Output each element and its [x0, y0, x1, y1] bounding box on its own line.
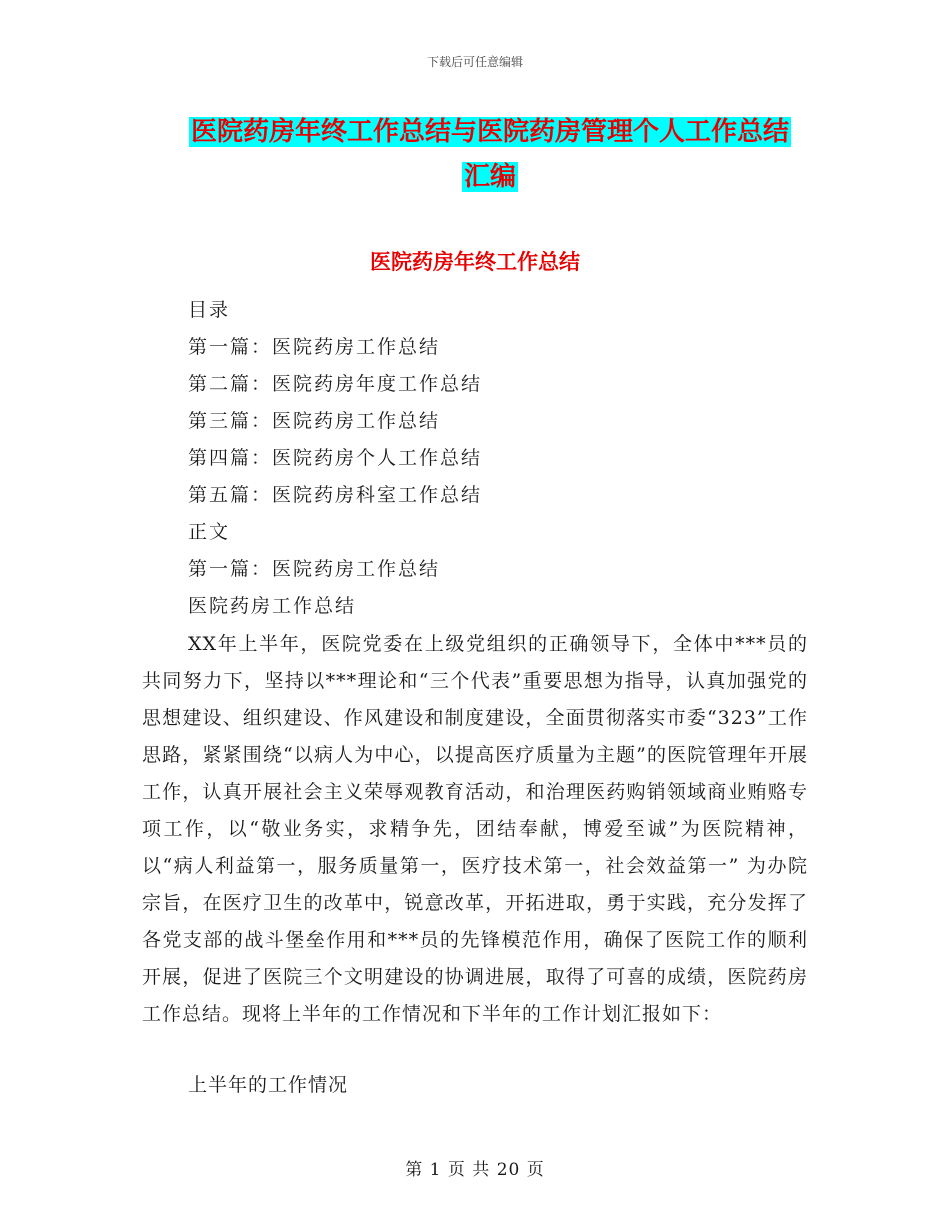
toc-item: 第二篇：医院药房年度工作总结 — [188, 373, 483, 395]
header-note: 下载后可任意编辑 — [426, 55, 523, 69]
toc-item: 医院药房工作总结 — [188, 595, 357, 617]
toc-item: 第四篇：医院药房个人工作总结 — [188, 447, 483, 469]
toc-item: 第五篇：医院药房科室工作总结 — [188, 484, 483, 506]
toc-item: 目录 — [188, 299, 231, 321]
document-title — [140, 110, 840, 200]
section-title: 医院药房年终工作总结 — [370, 250, 580, 274]
page-footer: 第 1 页 共 20 页 — [405, 1160, 545, 1180]
toc-item: 第一篇：医院药房工作总结 — [188, 558, 441, 580]
title-line-1: 医院药房年终工作总结与医院药房管理个人工作总结 — [190, 117, 789, 147]
toc-item: 正文 — [188, 521, 231, 543]
section-heading: 上半年的工作情况 — [188, 1074, 349, 1096]
toc-item: 第三篇：医院药房工作总结 — [188, 410, 441, 432]
table-of-contents — [188, 292, 788, 625]
toc-item: 第一篇：医院药房工作总结 — [188, 336, 441, 358]
title-line-2: 汇编 — [463, 162, 516, 192]
body-paragraph: XX年上半年，医院党委在上级党组织的正确领导下，全体中***员的共同努力下，坚持以***理论和“三个代表”重要思想为指导，认真加强党的思想建设、组织建设、作风建设和制度建设，全面贯彻落实市委“323”工作思路，紧紧围绕“以病人为中心，以提高医疗质量为主题”的医院管理年开展工作，认真开展社会主义荣辱观教育活动，和治理医药购销领域商业贿赂专项工作，以“敬业务实，求精争先，团结奉献，博爱至诚”为医院精神，以“病人利益第一，服务质量第一，医疗技术第一，社会效益第一” 为办院宗旨，在医疗卫生的改革中，锐意改革，开拓进取，勇于实践，充分发挥了各党支部的战斗堡垒作用和***员的先锋模范作用，确保了医院工作的顺利开展，促进了医院三个文明建设的协调进展，取得了可喜的成绩，医院药房工作总结。现将上半年的工作情况和下半年的工作计划汇报如下： — [142, 633, 808, 1025]
